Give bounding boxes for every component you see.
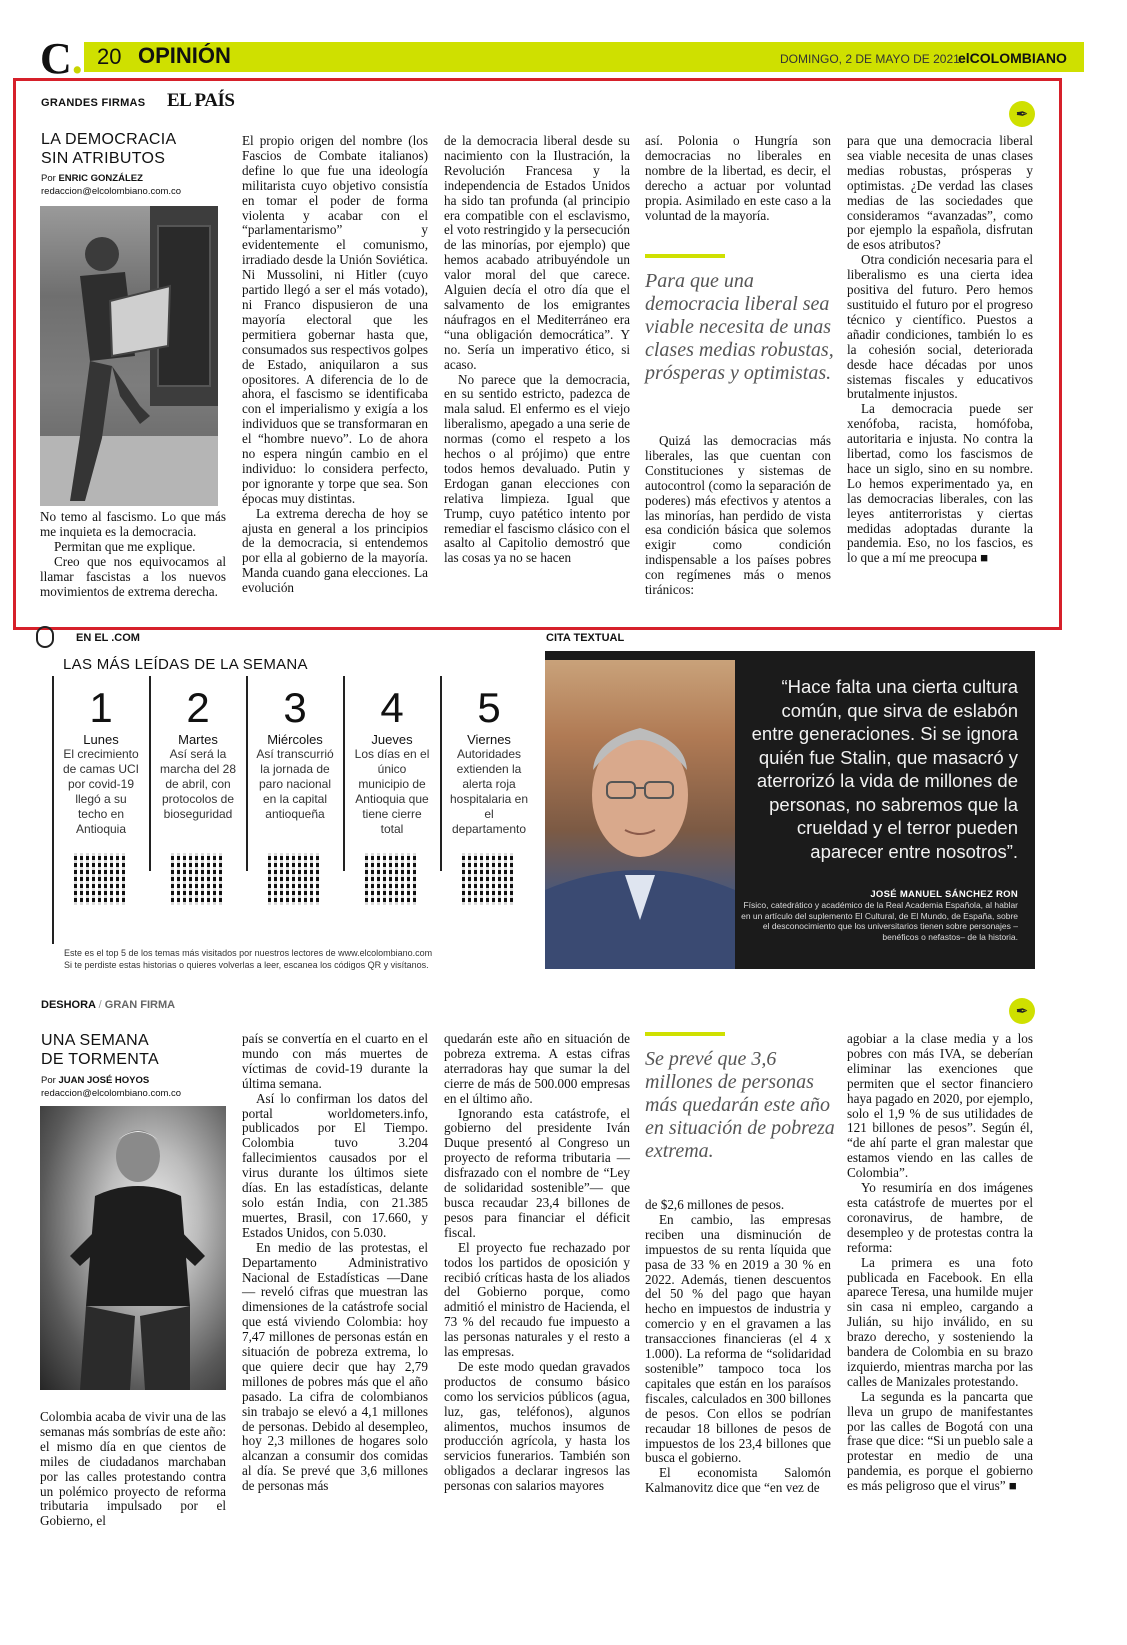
article-kicker: DESHORA / GRAN FIRMA — [41, 999, 176, 1011]
most-read-item[interactable]: 5 Viernes Autoridades extienden la alerta roja hospitalaria en el departamento — [440, 676, 536, 871]
partner-logo: EL PAÍS — [167, 90, 235, 111]
pen-icon: ✒ — [1009, 101, 1035, 127]
most-read-note: Este es el top 5 de los temas más visitados por nuestros lectores de www.elcolombiano.com Si te perdiste estas historias o quieres volverlas a leer, escanea los códigos QR y visítanos. — [64, 948, 433, 970]
qr-code[interactable] — [365, 853, 417, 905]
author-photo — [40, 1106, 226, 1390]
statue-photo — [40, 206, 218, 506]
article1-column-4-bottom: Quizá las democracias más liberales, las que cuentan con Constituciones y sistemas de autocontrol (como la separación de poderes) más efectivos y atentos a las minorías, han perdido de vista esa condición básica que solemos exigir como condición indispensable a los países pobres con regímenes más o menos tiránicos: — [645, 433, 831, 598]
most-read-item[interactable]: 3 Miércoles Así transcurrió la jornada de paro nacional en la capital antioqueña — [246, 676, 342, 871]
qr-code[interactable] — [74, 853, 126, 905]
article-kicker: GRANDES FIRMAS — [41, 97, 146, 109]
article1-column-1: No temo al fascismo. Lo que más me inquieta es la democracia. Permitan que me explique. Creo que nos equivocamos al llamar fascistas a los nuevos movimientos de extrema derecha. — [40, 509, 226, 599]
article2-column-5: agobiar a la clase media y a los pobres con más IVA, se deberían eliminar las exenciones que permiten que el sector financiero haya pagado en 2020, por ejemplo, solo el 1,9 % de sus utilidades de 121 billones de pesos”. Según él, “de ahí parte el gran malestar que estamos viendo en las calles de Colombia”. Yo resumiría en dos imágenes esta catástrofe de muertes por el coronavirus, de hambre, de desempleo y de protestas contra la reforma: La primera es una foto publicada en Facebook. En ella aparece Teresa, una humilde mujer sin casa ni empleo, cargando a Julián, su hijo inválido, en su brazo derecho, y sosteniendo la bandera de Colombia en su brazo izquierdo, mientras marcha por las calles de Manizales protestando. La segunda es la pancarta que lleva un grupo de manifestantes por las calles de Bogotá con una frase que dice: “Si un pueblo sale a protestar en medio de una pandemia, es porque el gobierno es más peligroso que el virus” ■ — [847, 1031, 1033, 1494]
article-headline: UNA SEMANA DE TORMENTA — [41, 1032, 159, 1068]
article2-column-4: de $2,6 millones de pesos. En cambio, las empresas reciben una disminución de impuestos de su renta líquida que pasa de 33 % en 2019 a 30 % en 2022. Además, tienen descuentos del 50 % del pago que hayan hecho en impuestos de industria y comercio y en el gravamen a las transacciones financieras (el 4 x 1.000). La reforma de “solidaridad sostenible” tampoco toca los capitales que están en los paraísos fiscales, calculados en 300 billones de pesos. Con ellos se podrían recaudar 18 billones de pesos de impuestos de los 23,4 billones que busca el gobierno. El economista Salomón Kalmanovitz dice que “en vez de — [645, 1197, 831, 1496]
brand-name: elCOLOMBIANO — [958, 50, 1067, 66]
qr-code[interactable] — [462, 853, 514, 905]
article2-column-2: país se convertía en el cuarto en el mundo con más muertes de víctimas de covid-19 durante la última semana. Así lo confirman los datos del portal worldometers.info, publicados por El Tiempo. Colombia tuvo 3.204 fallecimientos causados por el virus durante los últimos siete días. En las estadísticas, delante solo están India, con 21.385 muertes, Brasil, con 17.660, y Estados Unidos, con 5.030. En medio de las protestas, el Departamento Administrativo Nacional de Estadísticas —Dane— reveló cifras que muestran las dimensiones de la catástrofe social que está viviendo Colombia: hoy 7,47 millones de personas están en situación de pobreza extrema, lo que quiere decir que hay 2,79 millones de pobres más que el año pasado. La cifra de colombianos sin trabajo se elevó a 4,1 millones de personas. Debido al desempleo, hoy 2,3 millones de hogares solo alcanzan a consumir dos comidas al día. Se prevé que 3,6 millones de personas más — [242, 1031, 428, 1494]
byline: Por ENRIC GONZÁLEZ — [41, 173, 143, 184]
newspaper-logo: C. — [40, 34, 83, 83]
article1-column-3: de la democracia liberal desde su nacimiento con la Ilustración, la Revolución Francesa y la independencia de Estados Unidos ha sido tan profunda (al principio era compatible con el esclavismo, el voto restringido y la persecución de las minorías, por ejemplo) que hemos acabado atribuyéndole un valor moral del que carece. Alguien decía el otro día que el salvamento de los emigrantes náufragos en el Mediterráneo era “una obligación democrática”. Y no. Sería un imperativo ético, si acaso. No parece que la democracia, en su sentido estricto, padezca de mala salud. El enfermo es el viejo liberalismo, apegado a una serie de normas (como el respeto a los hechos o al prójimo) que entre todos hemos devaluado. Putin y Erdogan ganan elecciones con relativa limpieza. Igual que Trump, cuyo patético intento por remediar el fascismo clásico con el asalto al Capitolio demostró que las cosas ya no se hacen — [444, 133, 630, 566]
article1-column-5: para que una democracia liberal sea viable necesita de unas clases medias robustas, prósperas y optimistas. ¿De verdad las clases medias de las sociedades que consideramos “avanzadas”, como por ejemplo la española, disfrutan de esos atributos? Otra condición necesaria para el liberalismo es una cierta idea positiva del futuro. Pero hemos sustituido el futuro por el progreso técnico y científico. Puestos a añadir condiciones, también lo es la cohesión social, deteriorada desde hace décadas por unos sistemas fiscales y educativos brutalmente injustos. La democracia puede ser xenófoba, racista, homófoba, autoritaria e injusta. No contra la libertad, como los fascismos de hace un siglo, sino en su nombre. Lo hemos experimentado ya, en las democracias liberales, con las leyes antiterroristas y ciertas medidas adoptadas durante la pandemia. Eso, no los fascios, es lo que a mí me preocupa ■ — [847, 133, 1033, 566]
most-read-item[interactable]: 1 Lunes El crecimiento de camas UCI por covid-19 llegó a su techo en Antioquia — [52, 676, 148, 871]
pen-icon: ✒ — [1009, 998, 1035, 1024]
clock-icon — [36, 626, 54, 648]
quote-author-description: Físico, catedrático y académico de la Real Academia Española, al hablar en un artículo del suplemento El Cultural, de El Mundo, de España, sobre el desconocimiento que los universitarios tienen sobre personajes –benéficos o nefastos– de la historia. — [741, 900, 1018, 942]
quote-author: JOSÉ MANUEL SÁNCHEZ RON — [870, 889, 1018, 900]
section-title: OPINIÓN — [138, 43, 231, 68]
article2-column-1: Colombia acaba de vivir una de las semanas más sombrías de este año: el mismo día en que cientos de miles de ciudadanos marchaban por las calles protestando contra un polémico proyecto de reforma tributaria impulsado por el Gobierno, el — [40, 1409, 226, 1529]
section-kicker: EN EL .COM — [76, 632, 140, 644]
article1-column-4-top: así. Polonia o Hungría son democracias no liberales en nombre de la libertad, es decir, el derecho a actuar por voluntad propia. Asimilado en este caso a la voluntad de la mayoría. — [645, 133, 831, 223]
quote-text: “Hace falta una cierta cultura común, que sirva de eslabón entre generaciones. Si se ignora quién fue Stalin, que masacró y aterrorizó la vida de millones de personas, no sabremos que la crueldad y el terror pueden aparecer entre nosotros”. — [751, 676, 1018, 862]
issue-date: DOMINGO, 2 DE MAYO DE 2021 — [780, 52, 960, 66]
author-email: redaccion@elcolombiano.com.co — [41, 186, 182, 197]
pullquote-rule — [645, 1032, 725, 1036]
author-email: redaccion@elcolombiano.com.co — [41, 1088, 182, 1099]
article2-column-3: quedarán este año en situación de pobreza extrema. A estas cifras aterradoras hay que sumar la del cierre de más de 500.000 empresas en el último año. Ignorando esta catástrofe, el gobierno del presidente Iván Duque presentó al Congreso un proyecto de reforma tributaria —disfrazado con el nombre de “Ley de solidaridad sostenible”— que busca recaudar 23,4 billones de pesos para financiar el déficit fiscal. El proyecto fue rechazado por todos los partidos de oposición y recibió críticas hasta de los aliados del Gobierno porque, como admitió el ministro de Hacienda, el 73 % del recaudo fue impuesto a las personas naturales y el resto a las empresas. De este modo quedan gravados productos de consumo básico como los servicios públicos (agua, luz, gas, teléfonos), algunos alimentos, muchos insumos de producción agrícola, y hasta los servicios funerarios. También son obligados a declarar ingresos las personas con salarios mayores — [444, 1031, 630, 1494]
most-read-title: LAS MÁS LEÍDAS DE LA SEMANA — [63, 656, 308, 673]
article1-column-2: El propio origen del nombre (los Fascios de Combate italianos) define lo que fue una ideología militarista cuyo objetivo consistía en tomar el poder de forma violenta y acabar con el “parlamentarismo” y evidentemente el comunismo, irradiado desde la Unión Soviética. Ni Mussolini, ni Hitler (cuyo partido llegó a ser el más votado), ni Franco dispusieron de una mayoría electoral que les permitiera gobernar hasta que, consumados sus respectivos golpes de Estado, aniquilaron a sus opositores. A diferencia de lo de ahora, el fascismo se identificaba con el imperialismo y exigía a los individuos que se transformaran en el “hombre nuevo”. Lo de ahora no espera ningún cambio en el individuo: lo considera perfecto, por ignorante y torpe que sea. Son épocas muy distintas. La extrema derecha de hoy se ajusta en general a los principios de la democracia, si entendemos por ella al gobierno de la mayoría. Manda cuando gana elecciones. La evolución — [242, 133, 428, 596]
byline: Por JUAN JOSÉ HOYOS — [41, 1075, 150, 1086]
pullquote: Para que una democracia liberal sea viable necesita de unas clases medias robustas, prósperas y optimistas. — [645, 270, 834, 384]
pullquote: Se prevé que 3,6 millones de personas más quedarán este año en situación de pobreza extrema. — [645, 1048, 835, 1162]
most-read-item[interactable]: 4 Jueves Los días en el único municipio de Antioquia que tiene cierre total — [343, 676, 439, 871]
qr-code[interactable] — [268, 853, 320, 905]
most-read-item[interactable]: 2 Martes Así será la marcha del 28 de abril, con protocolos de bioseguridad — [149, 676, 245, 871]
portrait-photo — [545, 660, 735, 969]
pullquote-rule — [645, 254, 725, 258]
quote-section-label: CITA TEXTUAL — [546, 632, 625, 644]
qr-code[interactable] — [171, 853, 223, 905]
article-headline: LA DEMOCRACIA SIN ATRIBUTOS — [41, 131, 177, 167]
page-number: 20 — [97, 44, 122, 69]
